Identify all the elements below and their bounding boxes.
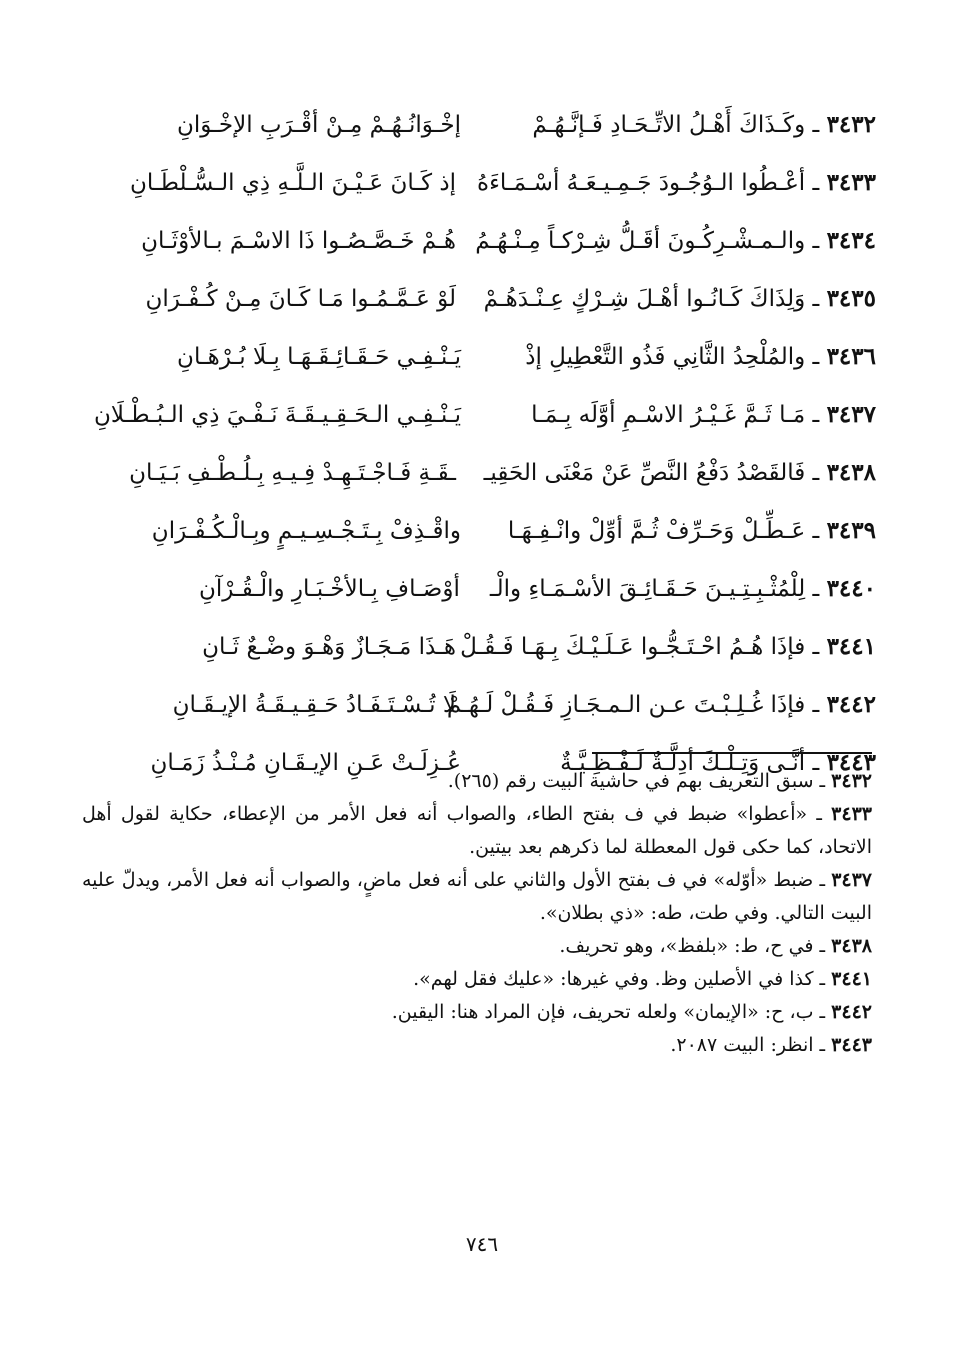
footnote-text: انظر: البيت ٢٠٨٧. (670, 1034, 814, 1056)
verse-first-text: فَالقَصْدُ دَفْعُ النَّصِّ عَنْ مَعْنَى الحَقِيـ (483, 460, 806, 486)
footnote: ٣٤٤٣ ـ انظر: البيت ٢٠٨٧. (670, 1034, 872, 1056)
verse-row (76, 676, 876, 734)
verse-first-text: فإذَا هُـمُ احْـتَـجُّـوا عَـلَـيْـكَ بِـهَـا فَـقُـلْ (460, 634, 806, 660)
verse-second-hemistich: عُـزِلَـتْ عَـنِ الإيـقَـانِ مُـنْـذُ زَمَـانِ (150, 750, 461, 776)
verse-second-hemistich: إذ كَـانَ عَـيْـنَ الـلَّـهِ ذِي الـسُّـلْطَـانِ (130, 170, 456, 196)
verse-first-text: والـمـشْـرِكُـونَ أقَـلُّ شِـرْكـاً مِـنْـهُـمُ (475, 228, 806, 254)
footnote-text: «أعطوا» ضبط في ف بفتح الطاء، والصواب أنه فعل الأمر من الإعطاء، حكاية لقول أهل الاتحاد، كما حكى قول المعطلة لما ذكرهم بعد بيتين. (82, 803, 872, 858)
verse-first-text: أنَّـى وَتِـلْـكَ أدِلَّـةٌ لَـفْـظِـيَّـةٌ (560, 750, 806, 776)
verse-first-hemistich: ٣٤٤٢ ـ فإذَا غُـلِـبْـتَ عـن الـمـجَـازِ فَـقُـلْ لَـهُـمْ (446, 691, 876, 718)
verse-second-hemistich: يَـنْـفِـي الـحَـقِـيـقَـةَ نَـفْـيَ ذِي الـبُـطْـلَانِ (93, 402, 461, 428)
verse-row (76, 618, 876, 676)
verse-row (76, 560, 876, 618)
verse-second-hemistich: ـقَـةِ فَـاجْـتَـهِـدْ فِـيـهِ بِـلُـطْـفِ بَـيَـانِ (129, 460, 456, 486)
verse-row (76, 270, 876, 328)
verse-second-hemistich: لَا تُـسْـتَـفَـادُ حَـقِـيـقَـةُ الإيـقَـانِ (172, 692, 456, 718)
verse-number: ٣٤٣٧ (826, 401, 876, 428)
verse-first-text: وكَـذَاكَ أَهْـلُ الاتِّـحَـادِ فَـإنَّـهُـمْ (532, 112, 806, 138)
verse-row (76, 212, 876, 270)
verse-first-hemistich: ٣٤٣٩ ـ عَـطِّـلْ وَحَـرِّفْ ثُـمَّ أوِّلْ وانْـفِـهَـا (507, 517, 876, 544)
footnote-separator (592, 752, 872, 754)
verse-number: ٣٤٤١ (826, 633, 876, 660)
verse-second-hemistich: إخْـوَانُـهُـمْ مِـنْ أقْـرَبِ الإخْـوَانِ (177, 112, 461, 138)
footnote: ٣٤٣٨ ـ في ح، ط: «بلفظ»، وهو تحريف. (559, 935, 872, 957)
verse-number: ٣٤٤٠ (826, 575, 876, 602)
footnote: ٣٤٣٣ ـ «أعطوا» ضبط في ف بفتح الطاء، والصواب أنه فعل الأمر من الإعطاء، حكاية لقول أهل الاتحاد، كما حكى قول المعطلة لما ذكرهم بعد بيتين. (82, 803, 872, 858)
footnote-text: ضبط «أوّله» في ف بفتح الأول والثاني على أنه فعل ماضٍ، والصواب أنه فعل الأمر، ويدلّ عليه البيت التالي. وفي طت، طه: «ذي بطلان». (82, 869, 872, 924)
footnotes (82, 765, 872, 1062)
verse-first-text: والمُلْحِدُ الثَّانِي فَذُو التَّعْطِيلِ إذْ (525, 344, 806, 370)
verse-first-text: وَلِذَاكَ كَـانُـوا أهْـلَ شِـرْكٍ عِـنْـدَهُـمْ (483, 286, 806, 312)
verse-first-hemistich: ٣٤٣٥ ـ وَلِذَاكَ كَـانُـوا أهْـلَ شِـرْكٍ عِـنْـدَهُـمْ (483, 285, 876, 312)
footnote-text: سبق التعريف بهم في حاشية البيت رقم (٢٦٥). (447, 770, 814, 792)
verse-first-hemistich: ٣٤٣٢ ـ وكَـذَاكَ أَهْـلُ الاتِّـحَـادِ فَـإنَّـهُـمْ (532, 111, 876, 138)
verse-first-hemistich: ٣٤٤٠ ـ لِلْمُثْـبِـتِـيـنَ حَـقَـائِـقَ الأسْـمَـاءِ والْـ (489, 575, 876, 602)
verse-row (76, 502, 876, 560)
verse-number: ٣٤٣٦ (826, 343, 876, 370)
footnote-number: ٣٤٣٣ (831, 803, 872, 825)
verse-number: ٣٤٣٨ (826, 459, 876, 486)
verse-row (76, 96, 876, 154)
footnote-number: ٣٤٤١ (831, 968, 872, 990)
verse-second-hemistich: واقْـذِفْ بِـتَـجْـسِـيـمٍ وبِـالْـكُـفْـرَانِ (151, 518, 461, 544)
footnote: ٣٤٣٧ ـ ضبط «أوّله» في ف بفتح الأول والثاني على أنه فعل ماضٍ، والصواب أنه فعل الأمر، ويدلّ عليه البيت التالي. وفي طت، طه: «ذي بطلان». (82, 869, 873, 924)
verse-first-hemistich: ٣٤٣٤ ـ والـمـشْـرِكُـونَ أقَـلُّ شِـرْكـاً مِـنْـهُـمُ (475, 227, 876, 254)
verse-first-hemistich: ٣٤٣٦ ـ والمُلْحِدُ الثَّانِي فَذُو التَّعْطِيلِ إذْ (525, 343, 876, 370)
poem-verses (76, 96, 876, 792)
verse-first-hemistich: ٣٤٣٧ ـ مَـا ثَـمَّ غَـيْـرُ الاسْـمِ أوَّلَه بِـمَـا (531, 401, 876, 428)
verse-number: ٣٤٤٢ (826, 691, 876, 718)
verse-row (76, 444, 876, 502)
verse-number: ٣٤٤٣ (826, 749, 876, 776)
verse-first-hemistich: ٣٤٣٣ ـ أعْـطُوا الـوُجُـودَ جَـمِـيـعَـهُ أسْـمَـاءَهُ (477, 169, 876, 196)
verse-first-text: لِلْمُثْـبِـتِـيـنَ حَـقَـائِـقَ الأسْـمَـاءِ والْـ (489, 576, 806, 602)
footnote-number: ٣٤٣٨ (831, 935, 872, 957)
footnote-number: ٣٤٤٣ (831, 1034, 872, 1056)
footnote: ٣٤٣٢ ـ سبق التعريف بهم في حاشية البيت رقم (٢٦٥). (447, 770, 872, 792)
verse-second-hemistich: هُـمْ خَـصَّـصُـوا ذَا الاسْـمَ بـالأوْثَـانِ (141, 228, 456, 254)
verse-first-text: أعْـطُوا الـوُجُـودَ جَـمِـيـعَـهُ أسْـمَـاءَهُ (477, 170, 806, 196)
verse-second-hemistich: يَـنْـفِـي حَـقَـائِـقَـهَـا بِـلَا بُـرْهَـانِ (177, 344, 461, 370)
footnote-number: ٣٤٣٢ (831, 770, 872, 792)
verse-first-text: عَـطِّـلْ وَحَـرِّفْ ثُـمَّ أوِّلْ وانْـفِـهَـا (507, 518, 806, 544)
verse-second-hemistich: لَوْ عَـمَّـمُـوا مَـا كَـانَ مِـنْ كُـفْـرَانِ (145, 286, 456, 312)
verse-second-hemistich: أوْصَـافِ بِـالأخْـبَـارِ والْـقُـرْآنِ (199, 576, 460, 602)
verse-number: ٣٤٣٤ (826, 227, 876, 254)
verse-number: ٣٤٣٩ (826, 517, 876, 544)
verse-second-hemistich: هَـذَا مَـجَـازٌ وَهْـوَ وضْـعٌ ثَـانِ (202, 634, 456, 660)
verse-row (76, 328, 876, 386)
verse-number: ٣٤٣٣ (826, 169, 876, 196)
verse-first-text: مَـا ثَـمَّ غَـيْـرُ الاسْـمِ أوَّلَه بِـمَـا (531, 402, 806, 428)
verse-row (76, 386, 876, 444)
footnote-number: ٣٤٤٢ (831, 1001, 872, 1023)
verse-first-hemistich: ٣٤٤٣ ـ أنَّـى وَتِـلْـكَ أدِلَّـةٌ لَـفْـظِـيَّـةٌ (560, 749, 876, 776)
footnote-text: في ح، ط: «بلفظ»، وهو تحريف. (559, 935, 814, 957)
verse-number: ٣٤٣٢ (826, 111, 876, 138)
footnote-text: ب، ح: «الإيمان» ولعله تحريف، فإن المراد هنا: اليقين. (391, 1001, 814, 1023)
page-number: ٧٤٦ (465, 1232, 499, 1256)
footnote: ٣٤٤١ ـ كذا في الأصلين وظ. وفي غيرها: «عليك فقل لهم». (413, 968, 872, 990)
verse-row (76, 154, 876, 212)
footnote: ٣٤٤٢ ـ ب، ح: «الإيمان» ولعله تحريف، فإن المراد هنا: اليقين. (391, 1001, 872, 1023)
footnote-number: ٣٤٣٧ (831, 869, 873, 891)
verse-first-hemistich: ٣٤٣٨ ـ فَالقَصْدُ دَفْعُ النَّصِّ عَنْ مَعْنَى الحَقِيـ (483, 459, 876, 486)
verse-first-text: فإذَا غُـلِـبْـتَ عـن الـمـجَـازِ فَـقُـلْ لَـهُـمْ (446, 692, 806, 718)
verse-number: ٣٤٣٥ (826, 285, 876, 312)
verse-first-hemistich: ٣٤٤١ ـ فإذَا هُـمُ احْـتَـجُّـوا عَـلَـيْـكَ بِـهَـا فَـقُـلْ (460, 633, 876, 660)
footnote-text: كذا في الأصلين وظ. وفي غيرها: «عليك فقل لهم». (413, 968, 814, 990)
